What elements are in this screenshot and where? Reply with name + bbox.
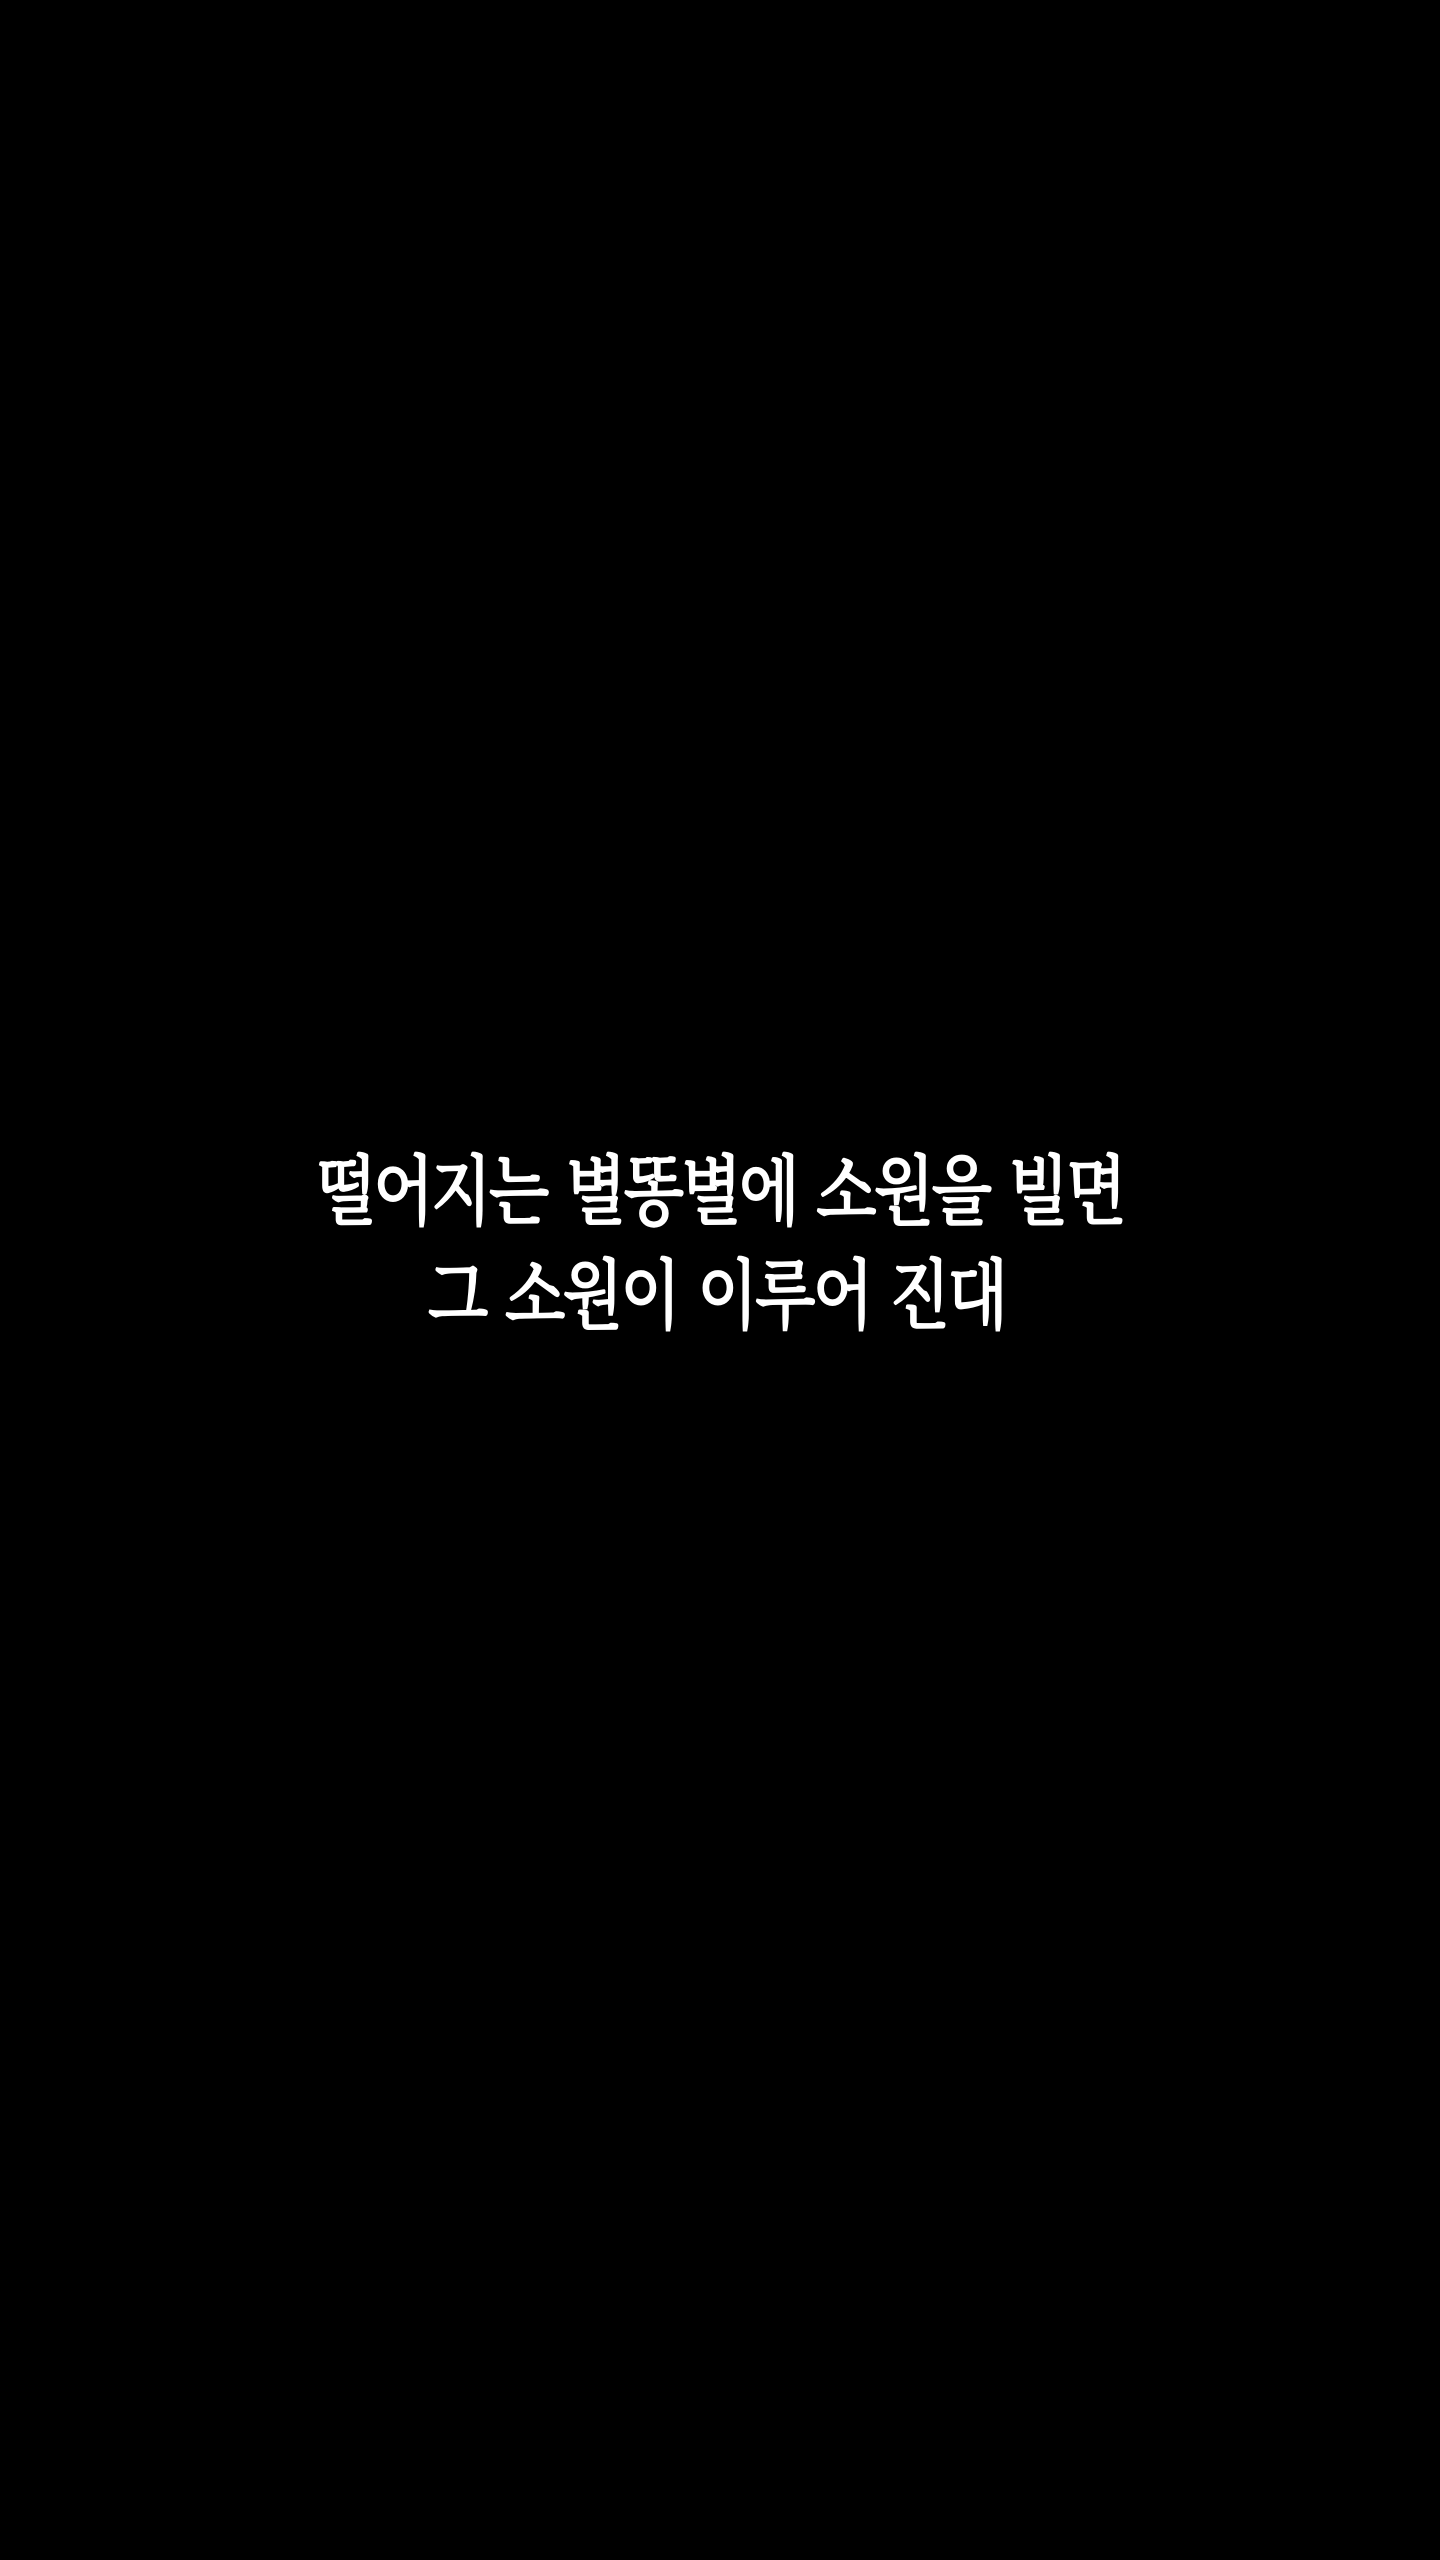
subtitle-line-1: 떨어지는 별똥별에 소원을 빌면 (315, 1147, 1125, 1236)
subtitle-line-2: 그 소원이 이루어 진대 (428, 1251, 1006, 1340)
subtitle-caption (0, 1140, 1440, 1348)
